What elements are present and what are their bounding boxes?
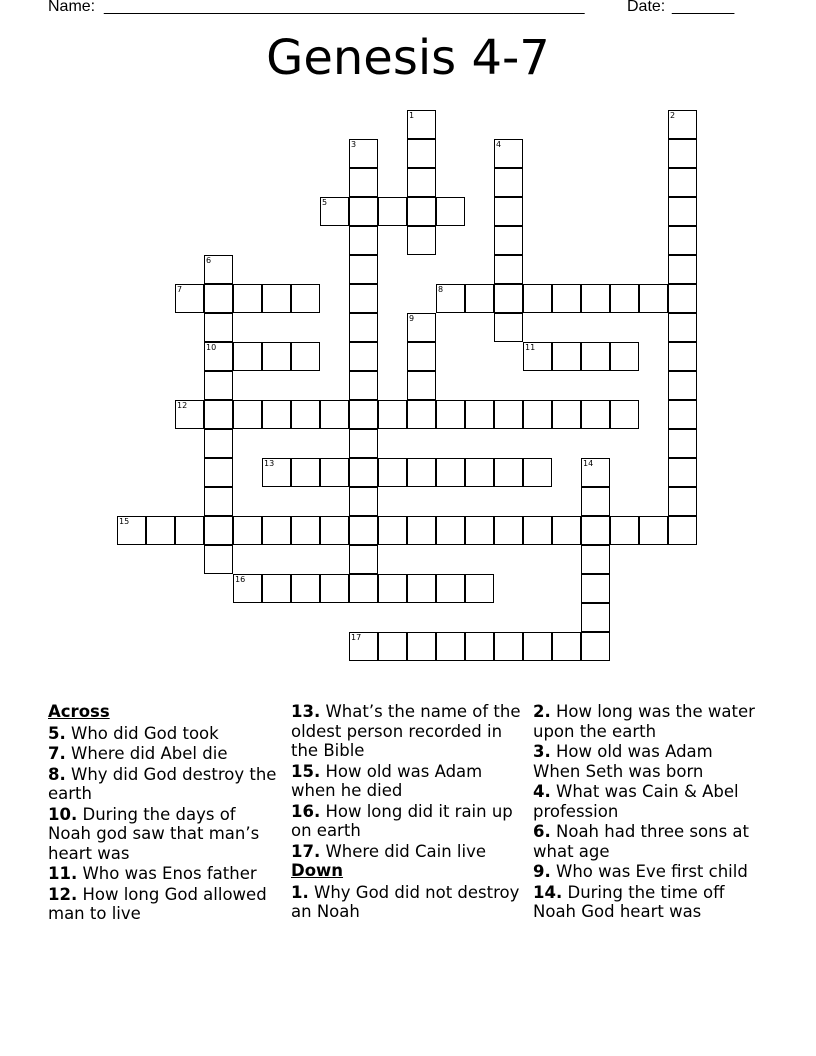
grid-cell[interactable] [494,139,523,168]
grid-cell[interactable] [552,516,581,545]
grid-cell[interactable] [552,632,581,661]
grid-cell[interactable] [494,168,523,197]
grid-cell[interactable] [494,197,523,226]
clue-text: Who did God took [71,723,219,743]
clue-text: Where did Abel die [71,744,228,763]
clue-text: During the time off Noah God heart was [533,882,725,921]
grid-cell[interactable] [378,632,407,661]
date-field[interactable]: _______ [672,0,735,15]
across-clue [48,765,280,804]
across-clue [291,702,523,761]
grid-cell[interactable] [204,487,233,516]
grid-cell[interactable] [465,284,494,313]
grid-cell[interactable] [349,255,378,284]
grid-cell[interactable] [378,458,407,487]
down-clue [533,702,765,741]
cell-number: 8 [438,285,444,294]
across-clue [48,724,280,744]
grid-cell[interactable] [668,342,697,371]
grid-cell[interactable] [349,371,378,400]
cell-number: 12 [177,401,188,410]
clue-number: 7. [48,744,66,763]
clue-text: Who was Eve first child [556,862,748,881]
grid-cell[interactable] [175,400,204,429]
grid-cell[interactable] [349,139,378,168]
grid-cell[interactable] [436,197,465,226]
across-clue [48,805,280,864]
grid-cell[interactable] [668,284,697,313]
grid-cell[interactable] [407,632,436,661]
grid-cell[interactable] [494,458,523,487]
grid-cell[interactable] [581,458,610,487]
name-field[interactable]: ______________________________________________________ [104,0,585,15]
clues-column-2 [291,702,523,923]
grid-cell[interactable] [175,284,204,313]
grid-cell[interactable] [378,197,407,226]
grid-cell[interactable] [291,400,320,429]
grid-cell[interactable] [552,342,581,371]
clue-number: 5. [48,723,66,743]
grid-cell[interactable] [349,168,378,197]
down-clue [533,822,765,861]
grid-cell[interactable] [610,284,639,313]
grid-cell[interactable] [175,516,204,545]
grid-cell[interactable] [494,284,523,313]
grid-cell[interactable] [320,516,349,545]
grid-cell[interactable] [378,400,407,429]
grid-cell[interactable] [204,342,233,371]
grid-cell[interactable] [349,516,378,545]
grid-cell[interactable] [668,168,697,197]
clues-column-3 [533,702,765,923]
down-clue [533,883,765,922]
grid-cell[interactable] [262,284,291,313]
grid-cell[interactable] [349,458,378,487]
grid-cell[interactable] [233,574,262,603]
cell-number: 15 [119,517,130,526]
clue-number: 10. [48,804,78,824]
grid-cell[interactable] [668,110,697,139]
grid-cell[interactable] [581,516,610,545]
grid-cell[interactable] [465,400,494,429]
grid-cell[interactable] [668,139,697,168]
grid-cell[interactable] [610,400,639,429]
grid-cell[interactable] [262,574,291,603]
grid-cell[interactable] [204,313,233,342]
grid-cell[interactable] [349,487,378,516]
clue-text: How old was Adam When Seth was born [533,742,713,781]
cell-number: 6 [206,256,212,265]
grid-cell[interactable] [204,516,233,545]
grid-cell[interactable] [581,545,610,574]
grid-cell[interactable] [349,632,378,661]
down-clue [533,742,765,781]
clue-text: During the days of Noah god saw that man’s heart was [48,804,260,863]
down-heading: Down [291,861,344,880]
grid-cell[interactable] [668,371,697,400]
grid-cell[interactable] [407,458,436,487]
clue-text: Why God did not destroy an Noah [291,882,520,921]
grid-cell[interactable] [320,197,349,226]
grid-cell[interactable] [581,400,610,429]
grid-cell[interactable] [204,255,233,284]
clue-text: How long God allowed man to live [48,884,267,923]
grid-cell[interactable] [291,342,320,371]
clue-text: How old was Adam when he died [291,761,483,800]
grid-cell[interactable] [378,574,407,603]
clue-number: 2. [533,702,551,721]
grid-cell[interactable] [581,284,610,313]
grid-cell[interactable] [610,342,639,371]
clue-number: 9. [533,862,551,881]
clue-number: 17. [291,841,321,861]
grid-cell[interactable] [349,545,378,574]
grid-cell[interactable] [204,429,233,458]
grid-cell[interactable] [494,255,523,284]
grid-cell[interactable] [436,458,465,487]
grid-cell[interactable] [668,516,697,545]
grid-cell[interactable] [639,284,668,313]
grid-cell[interactable] [349,226,378,255]
grid-cell[interactable] [639,516,668,545]
name-label: Name: [48,0,96,15]
grid-cell[interactable] [668,313,697,342]
grid-cell[interactable] [204,458,233,487]
clue-text: Who was Enos father [82,864,257,883]
grid-cell[interactable] [581,487,610,516]
page-title: Genesis 4-7 [266,30,550,86]
clue-number: 16. [291,801,321,821]
grid-cell[interactable] [494,632,523,661]
across-clue [291,762,523,801]
grid-cell[interactable] [523,632,552,661]
down-clue [533,862,765,882]
cell-number: 4 [496,140,502,149]
grid-cell[interactable] [204,400,233,429]
grid-cell[interactable] [349,197,378,226]
grid-cell[interactable] [349,313,378,342]
grid-cell[interactable] [407,574,436,603]
grid-cell[interactable] [349,342,378,371]
clue-text: Why did God destroy the earth [48,764,277,803]
date-label: Date: [627,0,666,15]
grid-cell[interactable] [436,284,465,313]
grid-cell[interactable] [291,574,320,603]
grid-cell[interactable] [146,516,175,545]
grid-cell[interactable] [407,371,436,400]
grid-cell[interactable] [465,574,494,603]
grid-cell[interactable] [117,516,146,545]
grid-cell[interactable] [581,342,610,371]
grid-cell[interactable] [407,226,436,255]
grid-cell[interactable] [436,574,465,603]
grid-cell[interactable] [407,313,436,342]
cell-number: 2 [670,111,676,120]
across-clue [48,744,280,764]
clue-number: 6. [533,822,551,841]
clue-number: 3. [533,742,551,761]
grid-cell[interactable] [436,632,465,661]
grid-cell[interactable] [320,574,349,603]
across-clue [48,864,280,884]
grid-cell[interactable] [320,458,349,487]
grid-cell[interactable] [204,545,233,574]
grid-cell[interactable] [668,458,697,487]
clue-number: 11. [48,864,78,883]
grid-cell[interactable] [581,574,610,603]
clue-number: 12. [48,884,78,904]
grid-cell[interactable] [407,516,436,545]
clue-text: How long was the water upon the earth [533,702,755,741]
grid-cell[interactable] [668,429,697,458]
grid-cell[interactable] [523,342,552,371]
grid-cell[interactable] [436,400,465,429]
grid-cell[interactable] [291,516,320,545]
cell-number: 17 [351,633,362,642]
cell-number: 16 [235,575,246,584]
cell-number: 9 [409,314,415,323]
clue-number: 13. [291,702,321,721]
grid-cell[interactable] [262,342,291,371]
grid-cell[interactable] [204,284,233,313]
clue-number: 15. [291,761,321,781]
cell-number: 1 [409,111,415,120]
grid-cell[interactable] [523,400,552,429]
grid-cell[interactable] [349,400,378,429]
cell-number: 14 [583,459,594,468]
grid-cell[interactable] [465,458,494,487]
grid-cell[interactable] [668,226,697,255]
grid-cell[interactable] [581,632,610,661]
cell-number: 11 [525,343,536,352]
grid-cell[interactable] [668,400,697,429]
clue-text: What’s the name of the oldest person recorded in the Bible [291,702,521,760]
grid-cell[interactable] [349,574,378,603]
grid-cell[interactable] [291,284,320,313]
grid-cell[interactable] [581,603,610,632]
grid-cell[interactable] [494,226,523,255]
across-clue [291,802,523,841]
grid-cell[interactable] [523,516,552,545]
grid-cell[interactable] [291,458,320,487]
grid-cell[interactable] [349,284,378,313]
grid-cell[interactable] [465,516,494,545]
across-heading: Across [48,702,110,721]
grid-cell[interactable] [465,632,494,661]
clues-column-1 [48,702,280,925]
cell-number: 7 [177,285,183,294]
grid-cell[interactable] [204,371,233,400]
grid-cell[interactable] [407,400,436,429]
across-clue [291,842,523,862]
clue-text: What was Cain & Abel profession [533,782,739,821]
grid-cell[interactable] [668,197,697,226]
grid-cell[interactable] [668,487,697,516]
across-clue [48,885,280,924]
grid-cell[interactable] [407,110,436,139]
cell-number: 5 [322,198,328,207]
grid-cell[interactable] [407,168,436,197]
grid-cell[interactable] [378,516,407,545]
grid-cell[interactable] [407,197,436,226]
grid-cell[interactable] [494,516,523,545]
grid-cell[interactable] [320,400,349,429]
clue-number: 4. [533,782,551,801]
grid-cell[interactable] [349,429,378,458]
clue-number: 8. [48,764,66,784]
grid-cell[interactable] [233,284,262,313]
grid-cell[interactable] [494,400,523,429]
grid-cell[interactable] [494,313,523,342]
grid-cell[interactable] [233,400,262,429]
grid-cell[interactable] [523,284,552,313]
grid-cell[interactable] [407,342,436,371]
grid-cell[interactable] [668,255,697,284]
cell-number: 3 [351,140,357,149]
grid-cell[interactable] [262,458,291,487]
grid-cell[interactable] [233,516,262,545]
clue-number: 1. [291,882,309,902]
cell-number: 10 [206,343,217,352]
grid-cell[interactable] [610,516,639,545]
clue-text: Noah had three sons at what age [533,822,750,861]
grid-cell[interactable] [436,516,465,545]
grid-cell[interactable] [262,516,291,545]
grid-cell[interactable] [262,400,291,429]
grid-cell[interactable] [233,342,262,371]
grid-cell[interactable] [552,400,581,429]
down-clue [291,883,523,922]
down-clue [533,782,765,821]
clue-text: How long did it rain up on earth [291,801,513,840]
clue-number: 14. [533,882,563,902]
grid-cell[interactable] [407,139,436,168]
clue-text: Where did Cain live [325,841,487,861]
grid-cell[interactable] [552,284,581,313]
grid-cell[interactable] [523,458,552,487]
cell-number: 13 [264,459,275,468]
